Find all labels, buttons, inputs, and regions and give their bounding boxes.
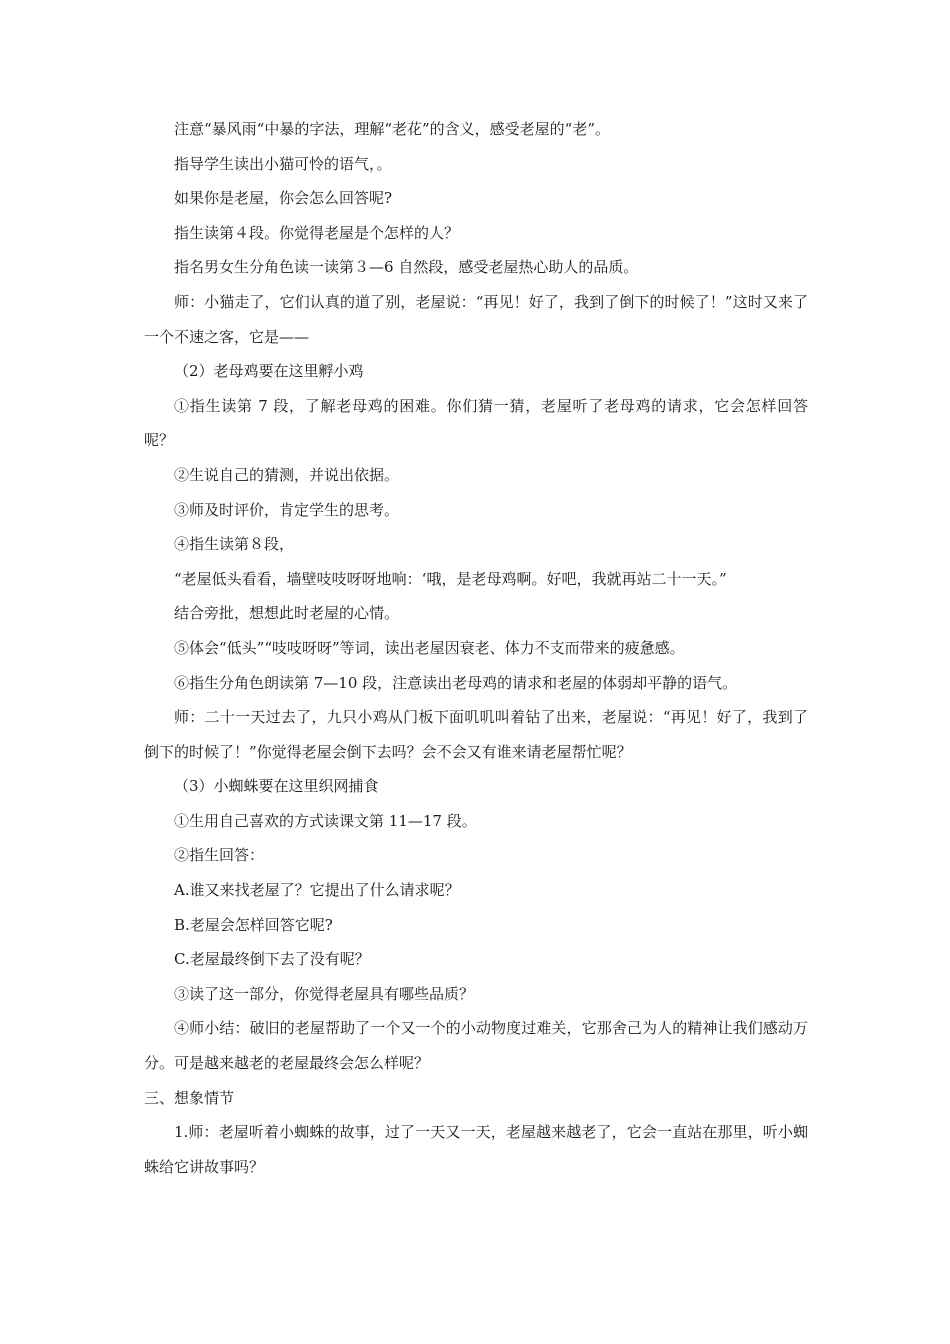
subheading-little-spider: （3）小蜘蛛要在这里织网捕食 [174, 777, 379, 796]
paragraph-8: ①指生读第 7 段，了解老母鸡的困难。你们猜一猜，老屋听了老母鸡的请求，它会怎样回答呢？ [144, 396, 808, 450]
quote-paragraph: “老屋低头看看，墙壁吱吱呀呀地响：‘哦，是老母鸡啊。好吧，我就再站二十一天。” [174, 569, 727, 588]
paragraph-23: ③读了这一部分，你觉得老屋具有哪些品质？ [174, 984, 475, 1003]
paragraph-26: 1.师：老屋听着小蜘蛛的故事，过了一天又一天，老屋越来越老了，它会一直站在那里，听小蜘蛛给它讲故事吗？ [144, 1123, 808, 1176]
paragraph-2: 指导学生读出小猫可怜的语气，。 [174, 154, 392, 173]
paragraph-6: 师：小猫走了，它们认真的道了别，老屋说：“再见！好了，我到了倒下的时候了！”这时又来了一个不速之客，它是—— [144, 292, 808, 346]
paragraph-16: 师：二十一天过去了，九只小鸡从门板下面叽叽叫着钻了出来，老屋说：“再见！好了，我到了倒下的时候了！”你觉得老屋会倒下去吗？会不会又有谁来请老屋帮忙呢？ [144, 708, 808, 761]
paragraph-10: ③师及时评价，肯定学生的思考。 [174, 500, 400, 519]
paragraph-9: ②生说自己的猜测，并说出依据。 [174, 465, 400, 484]
document-body [144, 112, 808, 1184]
question-c: C.老屋最终倒下去了没有呢？ [174, 950, 370, 969]
paragraph-1: 注意“暴风雨“中暴的字法，理解“老花”的含义，感受老屋的“老”。 [174, 120, 611, 138]
paragraph-24: ④师小结：破旧的老屋帮助了一个又一个的小动物度过难关，它那舍己为人的精神让我们感动万分。可是越来越老的老屋最终会怎么样呢？ [144, 1019, 808, 1073]
paragraph-13: 结合旁批，想想此时老屋的心情。 [174, 604, 400, 623]
paragraph-19: ②指生回答： [174, 846, 265, 865]
paragraph-15: ⑥指生分角色朗读第 7—10 段，注意读出老母鸡的请求和老屋的体弱却平静的语气。 [174, 673, 738, 692]
paragraph-4: 指生读第４段。你觉得老屋是个怎样的人？ [174, 223, 460, 242]
paragraph-11: ④指生读第８段， [174, 535, 295, 554]
paragraph-14: ⑤体会“低头”“吱吱呀呀”等词，读出老屋因衰老、体力不支而带来的疲惫感。 [174, 638, 685, 657]
paragraph-18: ①生用自己喜欢的方式读课文第 11—17 段。 [174, 811, 477, 830]
question-a: A.谁又来找老屋了？它提出了什么请求呢？ [174, 881, 460, 900]
section-heading-imagine-plot: 三、想象情节 [144, 1088, 235, 1107]
question-b: B.老屋会怎样回答它呢? [174, 915, 333, 934]
paragraph-3: 如果你是老屋，你会怎么回答呢? [174, 189, 393, 208]
subheading-old-hen: （2）老母鸡要在这里孵小鸡 [174, 362, 364, 381]
paragraph-5: 指名男女生分角色读一读第３—6 自然段，感受老屋热心助人的品质。 [174, 258, 639, 277]
